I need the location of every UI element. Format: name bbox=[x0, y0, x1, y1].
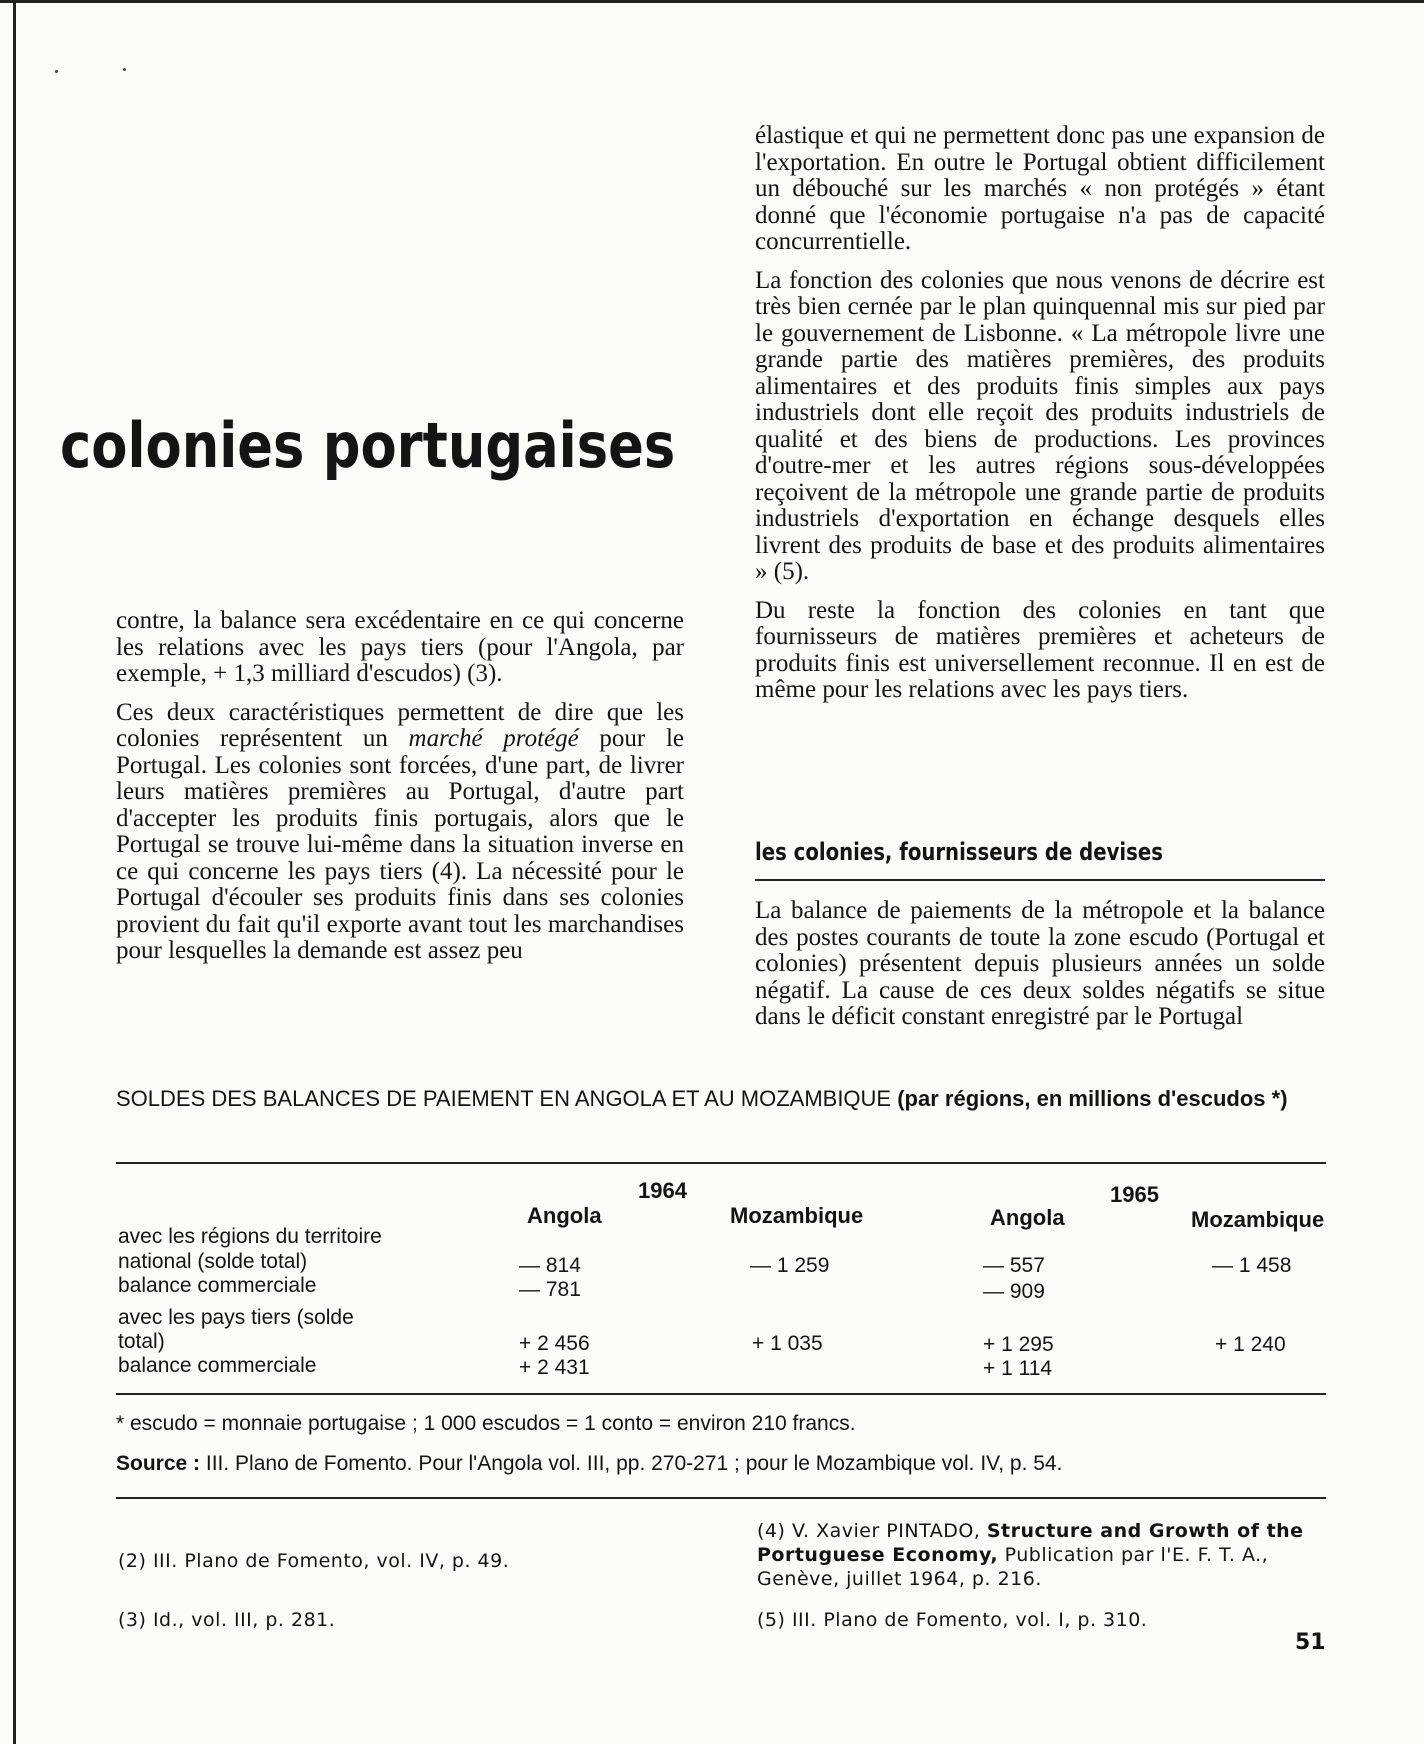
row-label: balance commerciale bbox=[118, 1354, 317, 1377]
footnote-3: (3) Id., vol. III, p. 281. bbox=[118, 1609, 336, 1631]
article-title: colonies portugaises bbox=[60, 409, 676, 482]
table-cell: + 2 431 bbox=[519, 1356, 590, 1379]
table-cell: + 1 114 bbox=[983, 1357, 1053, 1380]
top-border-rule bbox=[0, 0, 1424, 3]
right-column-top bbox=[755, 123, 1325, 716]
table-cell: — 1 458 bbox=[1212, 1254, 1292, 1277]
table-cell: — 557 bbox=[983, 1254, 1045, 1277]
table-cell: + 1 240 bbox=[1215, 1333, 1286, 1356]
emphasis-text: marché protégé bbox=[408, 725, 579, 752]
subheading-rule bbox=[755, 879, 1325, 881]
paragraph: Ces deux caractéristiques permettent de dire que les colonies représentent un marché protégé pour le Portugal. Les colonies sont forcées, d'une part, de livrer leurs matières premières au Portugal, d'autre part d'accepter les produits finis portugais, alors que le Portugal se trouve lui-même dans la situation inverse en ce qui concerne les pays tiers (4). La nécessité pour le Portugal d'écouler ses produits finis dans ses colonies provient du fait qu'il exporte avant tout les marchandises pour lesquelles la demande est assez peu bbox=[116, 698, 684, 964]
paragraph: Du reste la fonction des colonies en tant que fournisseurs de matières premières et acheteurs de produits finis est universellement reconnue. Il en est de même pour les relations avec les pays tiers. bbox=[755, 596, 1325, 703]
table-cell: — 909 bbox=[983, 1280, 1045, 1303]
table-cell: + 1 035 bbox=[752, 1332, 823, 1355]
row-label: balance commerciale bbox=[118, 1274, 317, 1297]
year-header-1964: 1964 bbox=[638, 1178, 687, 1203]
row-label: avec les régions du territoire bbox=[118, 1225, 382, 1248]
col-header-angola-1964: Angola bbox=[527, 1203, 602, 1228]
table-cell: — 814 bbox=[519, 1254, 581, 1277]
table-bottom-rule bbox=[116, 1393, 1326, 1395]
scan-speck bbox=[123, 68, 126, 71]
table-title: SOLDES DES BALANCES DE PAIEMENT EN ANGOLA ET AU MOZAMBIQUE (par régions, en millions d'escudos *) bbox=[116, 1086, 1288, 1111]
table-cell: + 2 456 bbox=[519, 1332, 590, 1355]
table-top-rule bbox=[116, 1162, 1326, 1164]
left-column bbox=[116, 608, 684, 977]
row-label: total) bbox=[118, 1330, 165, 1353]
row-label: avec les pays tiers (solde bbox=[118, 1306, 354, 1329]
footnote-5: (5) III. Plano de Fomento, vol. I, p. 310. bbox=[757, 1609, 1148, 1631]
footnote-2: (2) III. Plano de Fomento, vol. IV, p. 49. bbox=[118, 1550, 510, 1572]
footnotes-rule bbox=[116, 1497, 1326, 1499]
section-subheading: les colonies, fournisseurs de devises bbox=[755, 838, 1163, 866]
col-header-angola-1965: Angola bbox=[990, 1205, 1065, 1230]
paragraph: élastique et qui ne permettent donc pas une expansion de l'exportation. En outre le Portugal obtient difficilement un débouché sur les marchés « non protégés » étant donné que l'économie portugaise n'a pas de capacité concurrentielle. bbox=[755, 122, 1325, 255]
col-header-mozambique-1964: Mozambique bbox=[730, 1203, 864, 1228]
table-cell: — 1 259 bbox=[750, 1254, 830, 1277]
table-cell: + 1 295 bbox=[983, 1333, 1054, 1356]
paragraph: La balance de paiements de la métropole et la balance des postes courants de toute la zone escudo (Portugal et colonies) présentent depuis plusieurs années un solde négatif. La cause de ces deux soldes négatifs se situe dans le déficit constant enregistré par le Portugal bbox=[755, 897, 1325, 1030]
year-header-1965: 1965 bbox=[1110, 1182, 1159, 1207]
paragraph: La fonction des colonies que nous venons de décrire est très bien cernée par le plan quinquennal mis sur pied par le gouvernement de Lisbonne. « La métropole livre une grande partie des matières premières, des produits alimentaires et des produits finis simples aux pays industriels dont elle reçoit des produits industriels de qualité et des biens de productions. Les provinces d'outre-mer et les autres régions sous-développées reçoivent de la métropole une grande partie de produits industriels d'exportation en échange desquels elles livrent des produits de base et des produits alimentaires » (5). bbox=[755, 266, 1325, 585]
footnote-4: (4) V. Xavier PINTADO, Structure and Growth of the Portuguese Economy, Publication par l'E. F. T. A., Genève, juillet 1964, p. 216. bbox=[757, 1520, 1304, 1590]
right-column-bottom bbox=[755, 898, 1325, 1043]
left-border-rule bbox=[13, 0, 16, 1744]
table-note: * escudo = monnaie portugaise ; 1 000 escudos = 1 conto = environ 210 francs. bbox=[116, 1412, 856, 1435]
table-cell: — 781 bbox=[519, 1278, 581, 1301]
table-source: Source : III. Plano de Fomento. Pour l'Angola vol. III, pp. 270-271 ; pour le Mozambique vol. IV, p. 54. bbox=[116, 1452, 1063, 1475]
page-number: 51 bbox=[1295, 1630, 1326, 1655]
paragraph: contre, la balance sera excédentaire en ce qui concerne les relations avec les pays tiers (pour l'Angola, par exemple, + 1,3 milliard d'escudos) (3). bbox=[116, 607, 684, 687]
col-header-mozambique-1965: Mozambique bbox=[1191, 1207, 1325, 1232]
row-label: national (solde total) bbox=[118, 1250, 308, 1273]
scan-speck bbox=[55, 70, 58, 73]
